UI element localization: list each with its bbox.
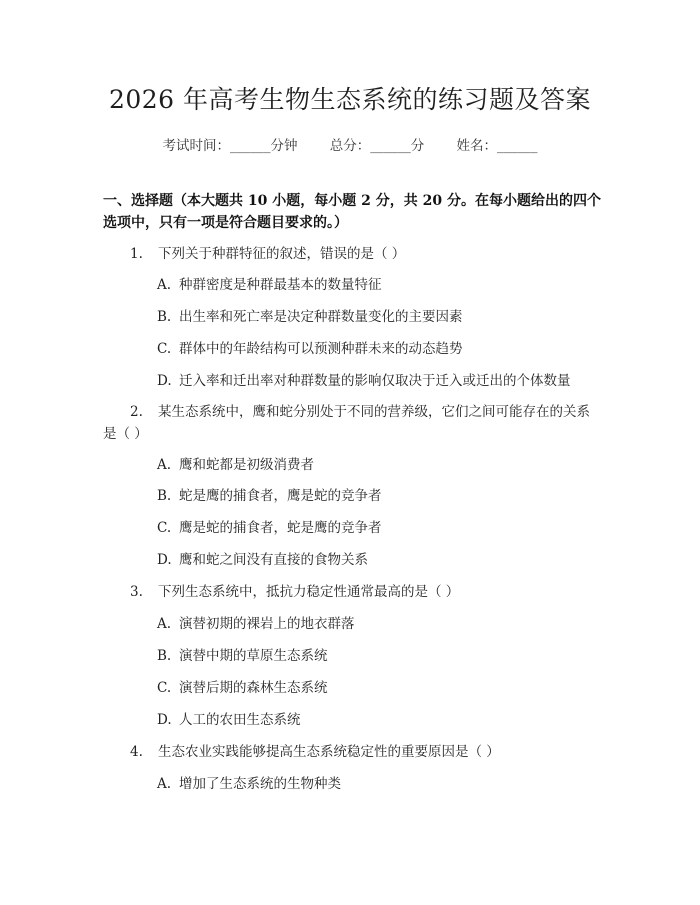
- question-number: 1.: [130, 246, 143, 262]
- option-text: 演替后期的森林生态系统: [179, 680, 328, 696]
- section-heading: 一、选择题（本大题共 10 小题，每小题 2 分，共 20 分。在每小题给出的四个选项中，只有一项是符合题目要求的。）: [103, 193, 601, 231]
- question-3: [103, 581, 600, 603]
- option-letter: A.: [157, 457, 172, 473]
- option-text: 演替初期的裸岩上的地衣群落: [179, 616, 355, 632]
- option-text: 人工的农田生态系统: [179, 712, 301, 728]
- option-text: 出生率和死亡率是决定种群数量变化的主要因素: [179, 309, 463, 325]
- option-text: 鹰和蛇之间没有直接的食物关系: [179, 552, 368, 568]
- question-number: 2.: [130, 404, 143, 420]
- option-letter: D.: [157, 712, 172, 728]
- exam-time-field: 考试时间：______分钟: [162, 138, 298, 154]
- question-1-option-c: [157, 338, 597, 360]
- option-letter: D.: [157, 552, 172, 568]
- option-text: 鹰和蛇都是初级消费者: [179, 457, 314, 473]
- option-letter: C.: [157, 680, 172, 696]
- option-text: 鹰是蛇的捕食者，蛇是鹰的竞争者: [179, 520, 382, 536]
- question-4: [103, 741, 600, 763]
- question-number: 4.: [130, 744, 143, 760]
- question-number: 3.: [130, 584, 143, 600]
- exam-info-line: [0, 134, 700, 154]
- option-letter: A.: [157, 277, 172, 293]
- option-letter: A.: [157, 776, 172, 792]
- question-2-option-d: [157, 549, 597, 571]
- question-1-option-b: [157, 306, 597, 328]
- question-3-option-a: [157, 613, 597, 635]
- option-text: 增加了生态系统的生物种类: [179, 776, 341, 792]
- option-letter: B.: [157, 488, 172, 504]
- question-stem: 下列生态系统中，抵抗力稳定性通常最高的是（ ）: [158, 584, 460, 600]
- option-letter: B.: [157, 309, 172, 325]
- question-1-option-d: [157, 370, 597, 392]
- student-name-field: 姓名：______: [456, 138, 538, 154]
- question-stem: 生态农业实践能够提高生态系统稳定性的重要原因是（ ）: [158, 744, 500, 760]
- option-letter: D.: [157, 373, 172, 389]
- option-letter: C.: [157, 341, 172, 357]
- question-4-option-a: [157, 773, 597, 795]
- question-1: [103, 243, 600, 265]
- option-letter: A.: [157, 616, 172, 632]
- question-2: [103, 401, 600, 445]
- option-letter: B.: [157, 648, 172, 664]
- question-stem: 某生态系统中，鹰和蛇分别处于不同的营养级，它们之间可能存在的关系是（ ）: [103, 404, 590, 442]
- question-1-option-a: [157, 274, 597, 296]
- document-title: 2026 年高考生物生态系统的练习题及答案: [108, 85, 592, 114]
- question-3-option-c: [157, 677, 597, 699]
- total-score-field: 总分：______分: [329, 138, 425, 154]
- question-2-option-b: [157, 485, 597, 507]
- option-text: 演替中期的草原生态系统: [179, 648, 328, 664]
- option-text: 迁入率和迁出率对种群数量的影响仅取决于迁入或迁出的个体数量: [179, 373, 571, 389]
- question-2-option-c: [157, 517, 597, 539]
- option-text: 群体中的年龄结构可以预测种群未来的动态趋势: [179, 341, 463, 357]
- question-stem: 下列关于种群特征的叙述，错误的是（ ）: [158, 246, 406, 262]
- option-text: 种群密度是种群最基本的数量特征: [179, 277, 382, 293]
- option-text: 蛇是鹰的捕食者，鹰是蛇的竞争者: [179, 488, 382, 504]
- option-letter: C.: [157, 520, 172, 536]
- question-3-option-d: [157, 709, 597, 731]
- question-3-option-b: [157, 645, 597, 667]
- question-2-option-a: [157, 454, 597, 476]
